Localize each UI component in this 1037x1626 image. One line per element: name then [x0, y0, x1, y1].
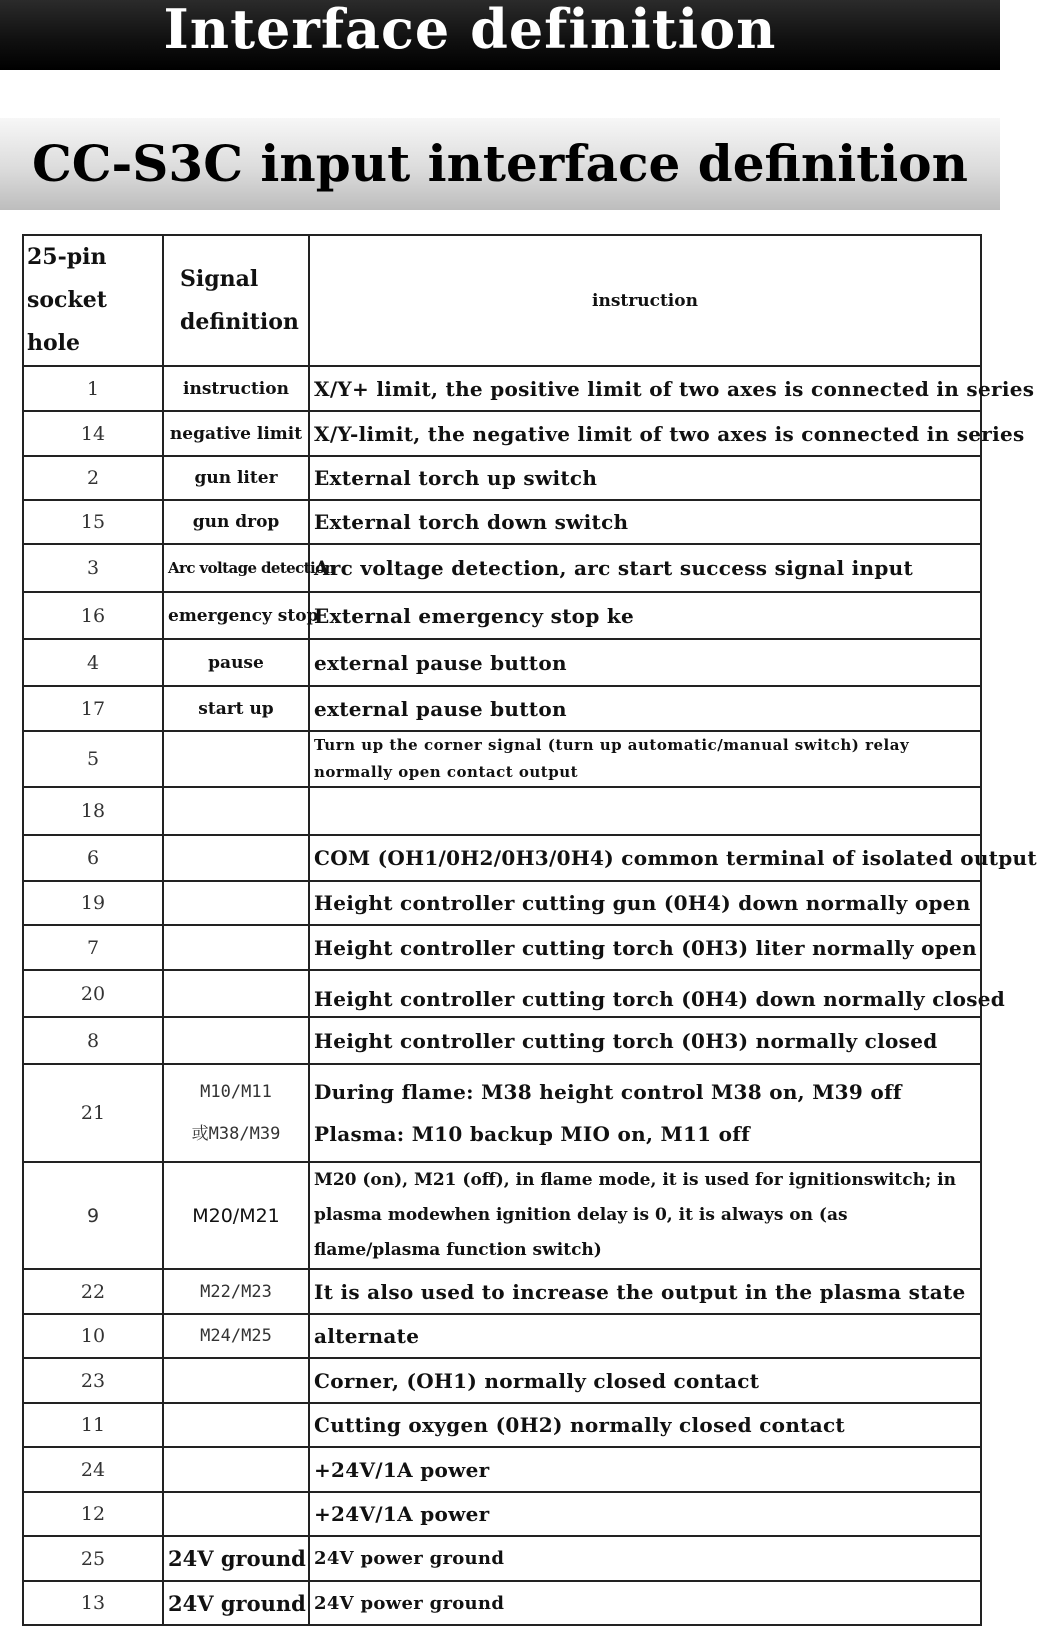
pin-cell: 9 [23, 1162, 163, 1269]
signal-cell: pause [163, 639, 309, 686]
pin-cell: 19 [23, 881, 163, 925]
table-row [23, 970, 981, 1017]
signal-cell: negative limit [163, 411, 309, 456]
instruction-cell: Height controller cutting torch (0H3) normally closed [309, 1017, 981, 1064]
page-title: Interface definition [163, 0, 777, 61]
instruction-cell: Cutting oxygen (0H2) normally closed contact [309, 1403, 981, 1447]
signal-cell [163, 1403, 309, 1447]
table-row [23, 1492, 981, 1536]
pin-cell: 23 [23, 1358, 163, 1403]
table-row [23, 411, 981, 456]
signal-cell: Arc voltage detection [163, 544, 309, 592]
signal-cell [163, 1064, 309, 1162]
instruction-cell: X/Y+ limit, the positive limit of two axes is connected in series [309, 366, 981, 411]
signal-cell: gun drop [163, 500, 309, 544]
pin-cell: 17 [23, 686, 163, 731]
signal-cell: M20/M21 [163, 1162, 309, 1269]
instruction-cell: X/Y-limit, the negative limit of two axes is connected in series [309, 411, 981, 456]
instruction-cell: +24V/1A power [309, 1492, 981, 1536]
instruction-cell: External torch down switch [309, 500, 981, 544]
pin-cell: 13 [23, 1581, 163, 1625]
table-row [23, 1269, 981, 1314]
signal-cell [163, 835, 309, 881]
pin-cell: 14 [23, 411, 163, 456]
table-header-row [23, 235, 981, 366]
table-row [23, 1314, 981, 1358]
interface-table-wrapper [22, 234, 1037, 1626]
pin-cell: 4 [23, 639, 163, 686]
table-row [23, 1403, 981, 1447]
instruction-cell: Turn up the corner signal (turn up automatic/manual switch) relay normally open contact output [309, 731, 981, 787]
title-banner [0, 0, 1000, 70]
signal-cell [163, 731, 309, 787]
instruction-cell: Height controller cutting gun (0H4) down normally open [309, 881, 981, 925]
pin-cell: 6 [23, 835, 163, 881]
signal-cell: start up [163, 686, 309, 731]
signal-cell [163, 881, 309, 925]
table-row [23, 544, 981, 592]
table-row [23, 1447, 981, 1492]
table-row [23, 366, 981, 411]
pin-cell: 20 [23, 970, 163, 1017]
pin-cell: 16 [23, 592, 163, 639]
table-row [23, 1536, 981, 1581]
instruction-cell [309, 970, 1006, 1017]
table-row [23, 1064, 981, 1162]
signal-cell: instruction [163, 366, 309, 411]
table-row [23, 1162, 981, 1269]
signal-cell: gun liter [163, 456, 309, 500]
pin-cell: 10 [23, 1314, 163, 1358]
signal-line-2: 或M38/M39 [191, 1124, 281, 1144]
instruction-cell: external pause button [309, 686, 981, 731]
instruction-cell: Corner, (OH1) normally closed contact [309, 1358, 981, 1403]
instruction-cell: Arc voltage detection, arc start success signal input [309, 544, 981, 592]
interface-table [22, 234, 1037, 1626]
header-instruction: instruction [309, 235, 981, 366]
header-pin: 25-pin socket hole [23, 235, 163, 366]
table-row [23, 881, 981, 925]
instruction-text-clipped: Height controller cutting torch (0H4) down normally closed [314, 986, 1006, 1011]
signal-cell [163, 925, 309, 970]
signal-line-1: M10/M11 [200, 1082, 272, 1102]
signal-cell [163, 1017, 309, 1064]
instruction-cell: 24V power ground [309, 1536, 981, 1581]
pin-cell: 25 [23, 1536, 163, 1581]
signal-cell [163, 1492, 309, 1536]
instruction-cell: external pause button [309, 639, 981, 686]
table-row [23, 925, 981, 970]
header-signal: Signal definition [163, 235, 309, 366]
instruction-cell: External torch up switch [309, 456, 981, 500]
instruction-cell: COM (OH1/0H2/0H3/0H4) common terminal of isolated output [309, 835, 981, 881]
signal-cell [163, 1447, 309, 1492]
table-row [23, 835, 981, 881]
signal-cell [163, 970, 309, 1017]
table-row [23, 1358, 981, 1403]
signal-cell: M24/M25 [163, 1314, 309, 1358]
pin-cell: 3 [23, 544, 163, 592]
table-row [23, 787, 981, 835]
signal-cell: 24V ground [163, 1536, 309, 1581]
instruction-cell: It is also used to increase the output in the plasma state [309, 1269, 981, 1314]
instruction-cell: M20 (on), M21 (off), in flame mode, it is used for ignitionswitch; in plasma modewhen ignition delay is 0, it is always on (as flame/plasma function switch) [309, 1162, 981, 1269]
instruction-cell [309, 1064, 981, 1162]
table-row [23, 686, 981, 731]
table-row [23, 592, 981, 639]
pin-cell: 1 [23, 366, 163, 411]
table-row [23, 639, 981, 686]
signal-cell: M22/M23 [163, 1269, 309, 1314]
instruction-cell: External emergency stop ke [309, 592, 981, 639]
signal-cell [163, 787, 309, 835]
signal-cell: emergency stop [163, 592, 309, 639]
pin-cell: 24 [23, 1447, 163, 1492]
pin-cell: 2 [23, 456, 163, 500]
instruction-cell: +24V/1A power [309, 1447, 981, 1492]
pin-cell: 8 [23, 1017, 163, 1064]
pin-cell: 7 [23, 925, 163, 970]
pin-cell: 21 [23, 1064, 163, 1162]
pin-cell: 15 [23, 500, 163, 544]
pin-cell: 18 [23, 787, 163, 835]
page-subtitle: CC-S3C input interface definition [31, 134, 969, 193]
table-row [23, 500, 981, 544]
instruction-cell [309, 787, 981, 835]
subtitle-banner [0, 118, 1000, 210]
pin-cell: 22 [23, 1269, 163, 1314]
instruction-cell: alternate [309, 1314, 981, 1358]
table-row [23, 1581, 981, 1625]
pin-cell: 11 [23, 1403, 163, 1447]
signal-cell [163, 1358, 309, 1403]
instruction-cell: Height controller cutting torch (0H3) liter normally open [309, 925, 981, 970]
table-row [23, 1017, 981, 1064]
table-row [23, 731, 981, 787]
pin-cell: 12 [23, 1492, 163, 1536]
instruction-cell: 24V power ground [309, 1581, 981, 1625]
instruction-line-2: Plasma: M10 backup MIO on, M11 off [314, 1122, 751, 1146]
table-row [23, 456, 981, 500]
pin-cell: 5 [23, 731, 163, 787]
signal-cell: 24V ground [163, 1581, 309, 1625]
instruction-line-1: During flame: M38 height control M38 on, M39 off [314, 1080, 902, 1104]
